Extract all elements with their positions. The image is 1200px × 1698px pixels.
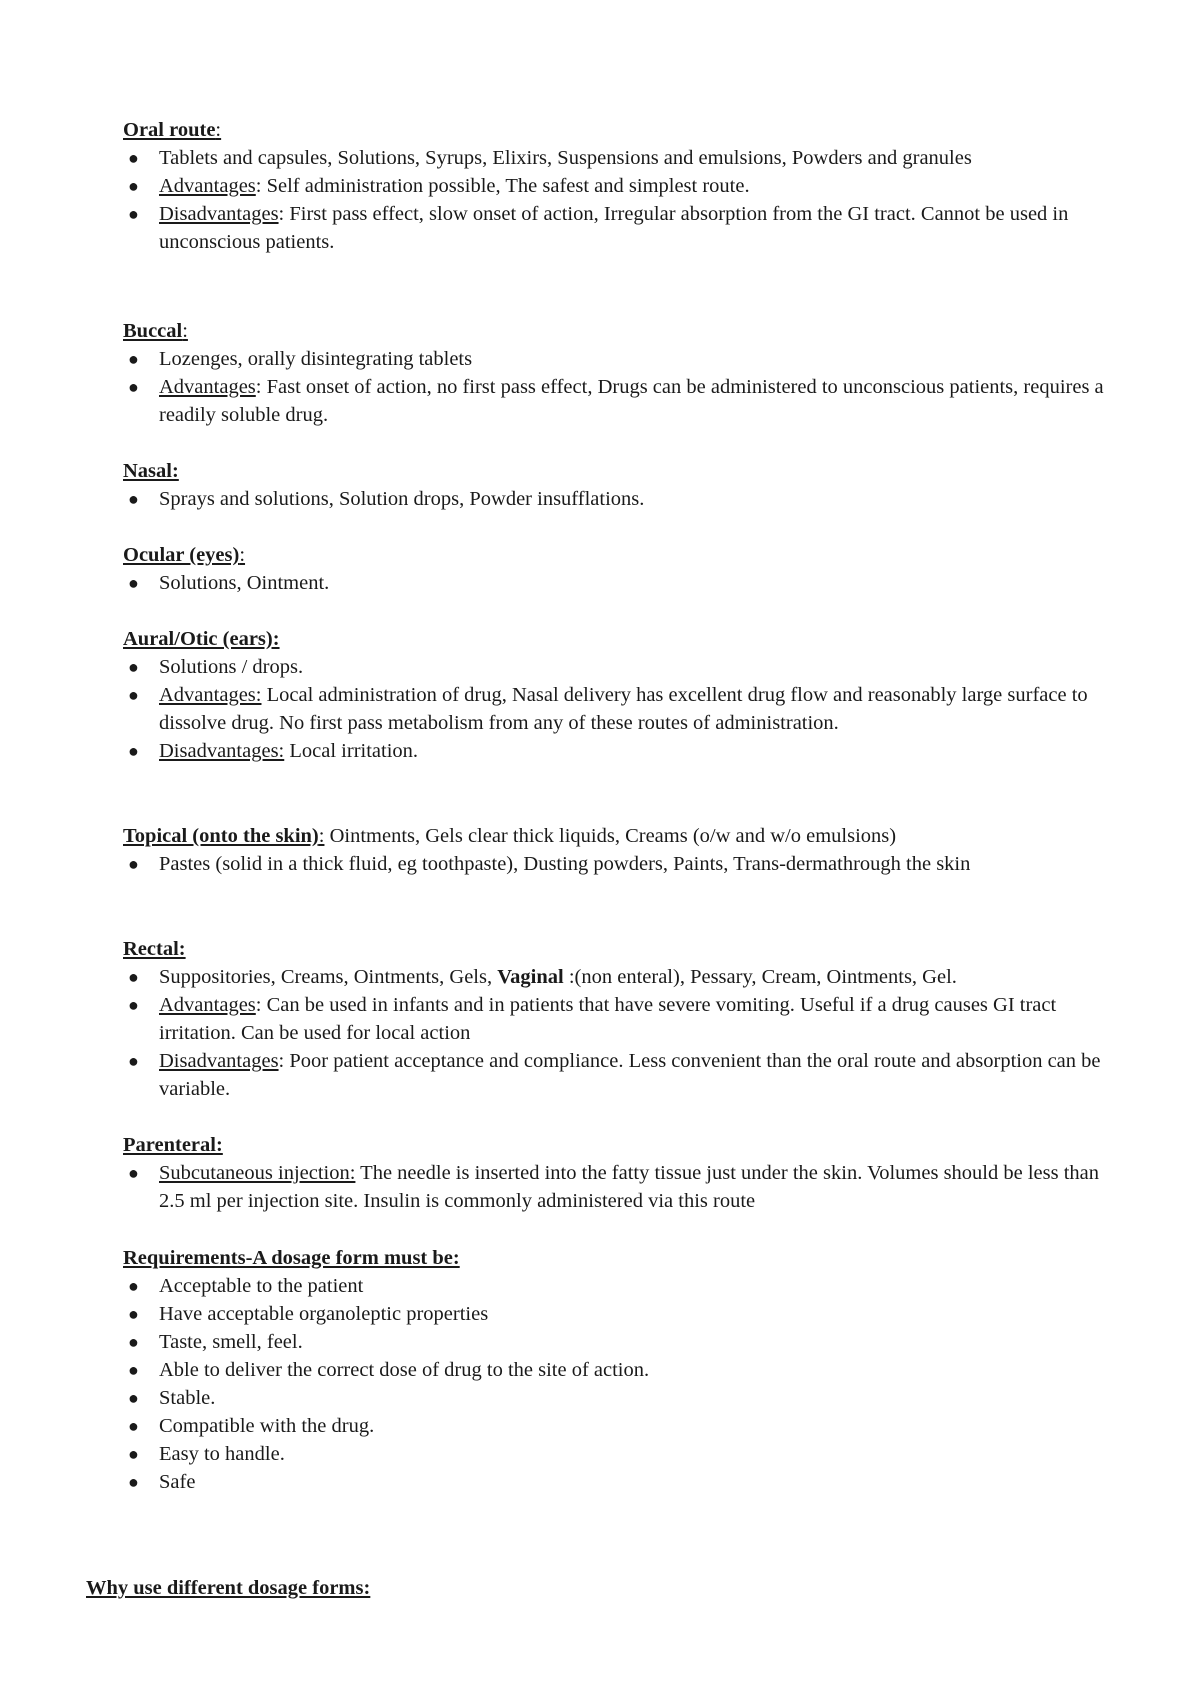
heading-buccal: Buccal <box>123 320 183 342</box>
item-text: : Fast onset of action, no first pass effect, Drugs can be administered to unconscious patients, requires a readily soluble drug. <box>159 376 1104 426</box>
item-text: : Poor patient acceptance and compliance. Less convenient than the oral route and absorption can be variable. <box>159 1050 1101 1100</box>
item-text: Solutions, Ointment. <box>159 572 330 594</box>
item-text: Able to deliver the correct dose of drug to the site of action. <box>159 1359 650 1381</box>
item-text: Easy to handle. <box>159 1443 285 1465</box>
bullet-icon: ● <box>128 176 139 196</box>
section-buccal <box>123 317 1123 429</box>
section-topical <box>123 822 1123 878</box>
list-buccal <box>123 345 1123 429</box>
list-topical <box>123 850 1123 878</box>
bullet-icon: ● <box>128 349 139 369</box>
item-label: Disadvantages <box>159 1050 279 1072</box>
item-label: Advantages <box>159 175 256 197</box>
heading-nasal: Nasal: <box>123 460 179 482</box>
item-text: Safe <box>159 1471 196 1493</box>
list-item <box>123 1440 1123 1468</box>
list-item <box>123 991 1123 1047</box>
bullet-icon: ● <box>128 995 139 1015</box>
item-label: Disadvantages: <box>159 740 285 762</box>
item-text: : Self administration possible, The safest and simplest route. <box>255 175 750 197</box>
item-text: :(non enteral), Pessary, Cream, Ointments, Gel. <box>563 966 957 988</box>
heading-line-ocular <box>123 541 1123 569</box>
bullet-icon: ● <box>128 1304 139 1324</box>
item-label: Subcutaneous injection: <box>159 1162 356 1184</box>
item-text: Local administration of drug, Nasal delivery has excellent drug flow and reasonably large surface to dissolve drug. No first pass metabolism from any of these routes of administration. <box>159 684 1088 734</box>
bullet-icon: ● <box>128 1416 139 1436</box>
list-item <box>123 373 1123 429</box>
list-item <box>123 1468 1123 1496</box>
list-item <box>123 485 1123 513</box>
list-item <box>123 1356 1123 1384</box>
item-text: Acceptable to the patient <box>159 1275 364 1297</box>
list-item <box>123 345 1123 373</box>
bullet-icon: ● <box>128 741 139 761</box>
item-text: Compatible with the drug. <box>159 1415 375 1437</box>
heading-line-oral <box>123 116 1123 144</box>
bullet-icon: ● <box>128 377 139 397</box>
bullet-icon: ● <box>128 685 139 705</box>
bullet-icon: ● <box>128 1163 139 1183</box>
item-label: Disadvantages <box>159 203 279 225</box>
item-text: Sprays and solutions, Solution drops, Powder insufflations. <box>159 488 645 510</box>
list-item <box>123 569 1123 597</box>
heading-rectal: Rectal: <box>123 938 186 960</box>
item-text: Tablets and capsules, Solutions, Syrups, Elixirs, Suspensions and emulsions, Powders and granules <box>159 147 972 169</box>
heading-buccal-suffix: : <box>182 320 188 342</box>
list-item <box>123 1412 1123 1440</box>
bullet-icon: ● <box>128 573 139 593</box>
bullet-icon: ● <box>128 1388 139 1408</box>
bullet-icon: ● <box>128 148 139 168</box>
item-label: Advantages <box>159 376 256 398</box>
list-ocular <box>123 569 1123 597</box>
heading-aural: Aural/Otic (ears): <box>123 628 280 650</box>
bullet-icon: ● <box>128 204 139 224</box>
heading-topical-suffix: : <box>318 825 325 847</box>
bullet-icon: ● <box>128 1472 139 1492</box>
list-item <box>123 172 1123 200</box>
bullet-icon: ● <box>128 1276 139 1296</box>
item-text: Lozenges, orally disintegrating tablets <box>159 348 473 370</box>
item-text: : First pass effect, slow onset of action, Irregular absorption from the GI tract. Cannot be used in unconscious patients. <box>159 203 1069 253</box>
item-text: Have acceptable organoleptic properties <box>159 1303 489 1325</box>
list-oral <box>123 144 1123 256</box>
list-item <box>123 1272 1123 1300</box>
list-item <box>123 1384 1123 1412</box>
heading-requirements: Requirements-A dosage form must be: <box>123 1247 460 1269</box>
item-bold-vaginal: Vaginal <box>497 966 564 988</box>
item-text: Local irritation. <box>284 740 419 762</box>
section-nasal <box>123 457 1123 513</box>
list-item <box>123 1300 1123 1328</box>
list-item <box>123 200 1123 256</box>
list-item <box>123 681 1123 737</box>
bullet-icon: ● <box>128 967 139 987</box>
section-parenteral <box>123 1131 1123 1215</box>
list-item <box>123 737 1123 765</box>
item-text: Pastes (solid in a thick fluid, eg toothpaste), Dusting powders, Paints, Trans-dermathrough the skin <box>159 853 971 875</box>
list-item <box>123 653 1123 681</box>
list-item <box>123 963 1123 991</box>
list-nasal <box>123 485 1123 513</box>
item-text: Stable. <box>159 1387 216 1409</box>
bullet-icon: ● <box>128 854 139 874</box>
item-text: Suppositories, Creams, Ointments, Gels, <box>159 966 498 988</box>
heading-oral-suffix: : <box>215 119 222 141</box>
heading-oral: Oral route <box>123 119 216 141</box>
heading-topical: Topical (onto the skin) <box>123 825 319 847</box>
heading-line-topical <box>123 822 1123 850</box>
item-text: : Can be used in infants and in patients that have severe vomiting. Useful if a drug causes GI tract irritation. Can be used for local action <box>159 994 1057 1044</box>
list-item <box>123 850 1123 878</box>
item-label: Advantages: <box>159 684 262 706</box>
heading-ocular-suffix: : <box>239 544 246 566</box>
list-rectal <box>123 963 1123 1103</box>
bullet-icon: ● <box>128 489 139 509</box>
bullet-icon: ● <box>128 1051 139 1071</box>
item-label: Advantages <box>159 994 256 1016</box>
item-text: The needle is inserted into the fatty tissue just under the skin. Volumes should be less than 2.5 ml per injection site. Insulin is commonly administered via this route <box>159 1162 1100 1212</box>
item-text: Taste, smell, feel. <box>159 1331 303 1353</box>
list-item <box>123 1159 1123 1215</box>
bullet-icon: ● <box>128 657 139 677</box>
list-parenteral <box>123 1159 1123 1215</box>
list-aural <box>123 653 1123 765</box>
section-requirements <box>123 1244 1123 1496</box>
heading-line-buccal <box>123 317 1123 345</box>
section-aural <box>123 625 1123 765</box>
heading-parenteral: Parenteral: <box>123 1134 223 1156</box>
section-rectal <box>123 935 1123 1103</box>
bullet-icon: ● <box>128 1360 139 1380</box>
heading-topical-text: Ointments, Gels clear thick liquids, Creams (o/w and w/o emulsions) <box>324 825 897 847</box>
section-ocular <box>123 541 1123 597</box>
item-text: Solutions / drops. <box>159 656 304 678</box>
list-item <box>123 144 1123 172</box>
list-item <box>123 1328 1123 1356</box>
list-requirements <box>123 1272 1123 1496</box>
heading-why: Why use different dosage forms: <box>86 1577 371 1599</box>
bullet-icon: ● <box>128 1332 139 1352</box>
list-item <box>123 1047 1123 1103</box>
heading-ocular: Ocular (eyes) <box>123 544 240 566</box>
section-oral <box>123 116 1123 256</box>
bullet-icon: ● <box>128 1444 139 1464</box>
